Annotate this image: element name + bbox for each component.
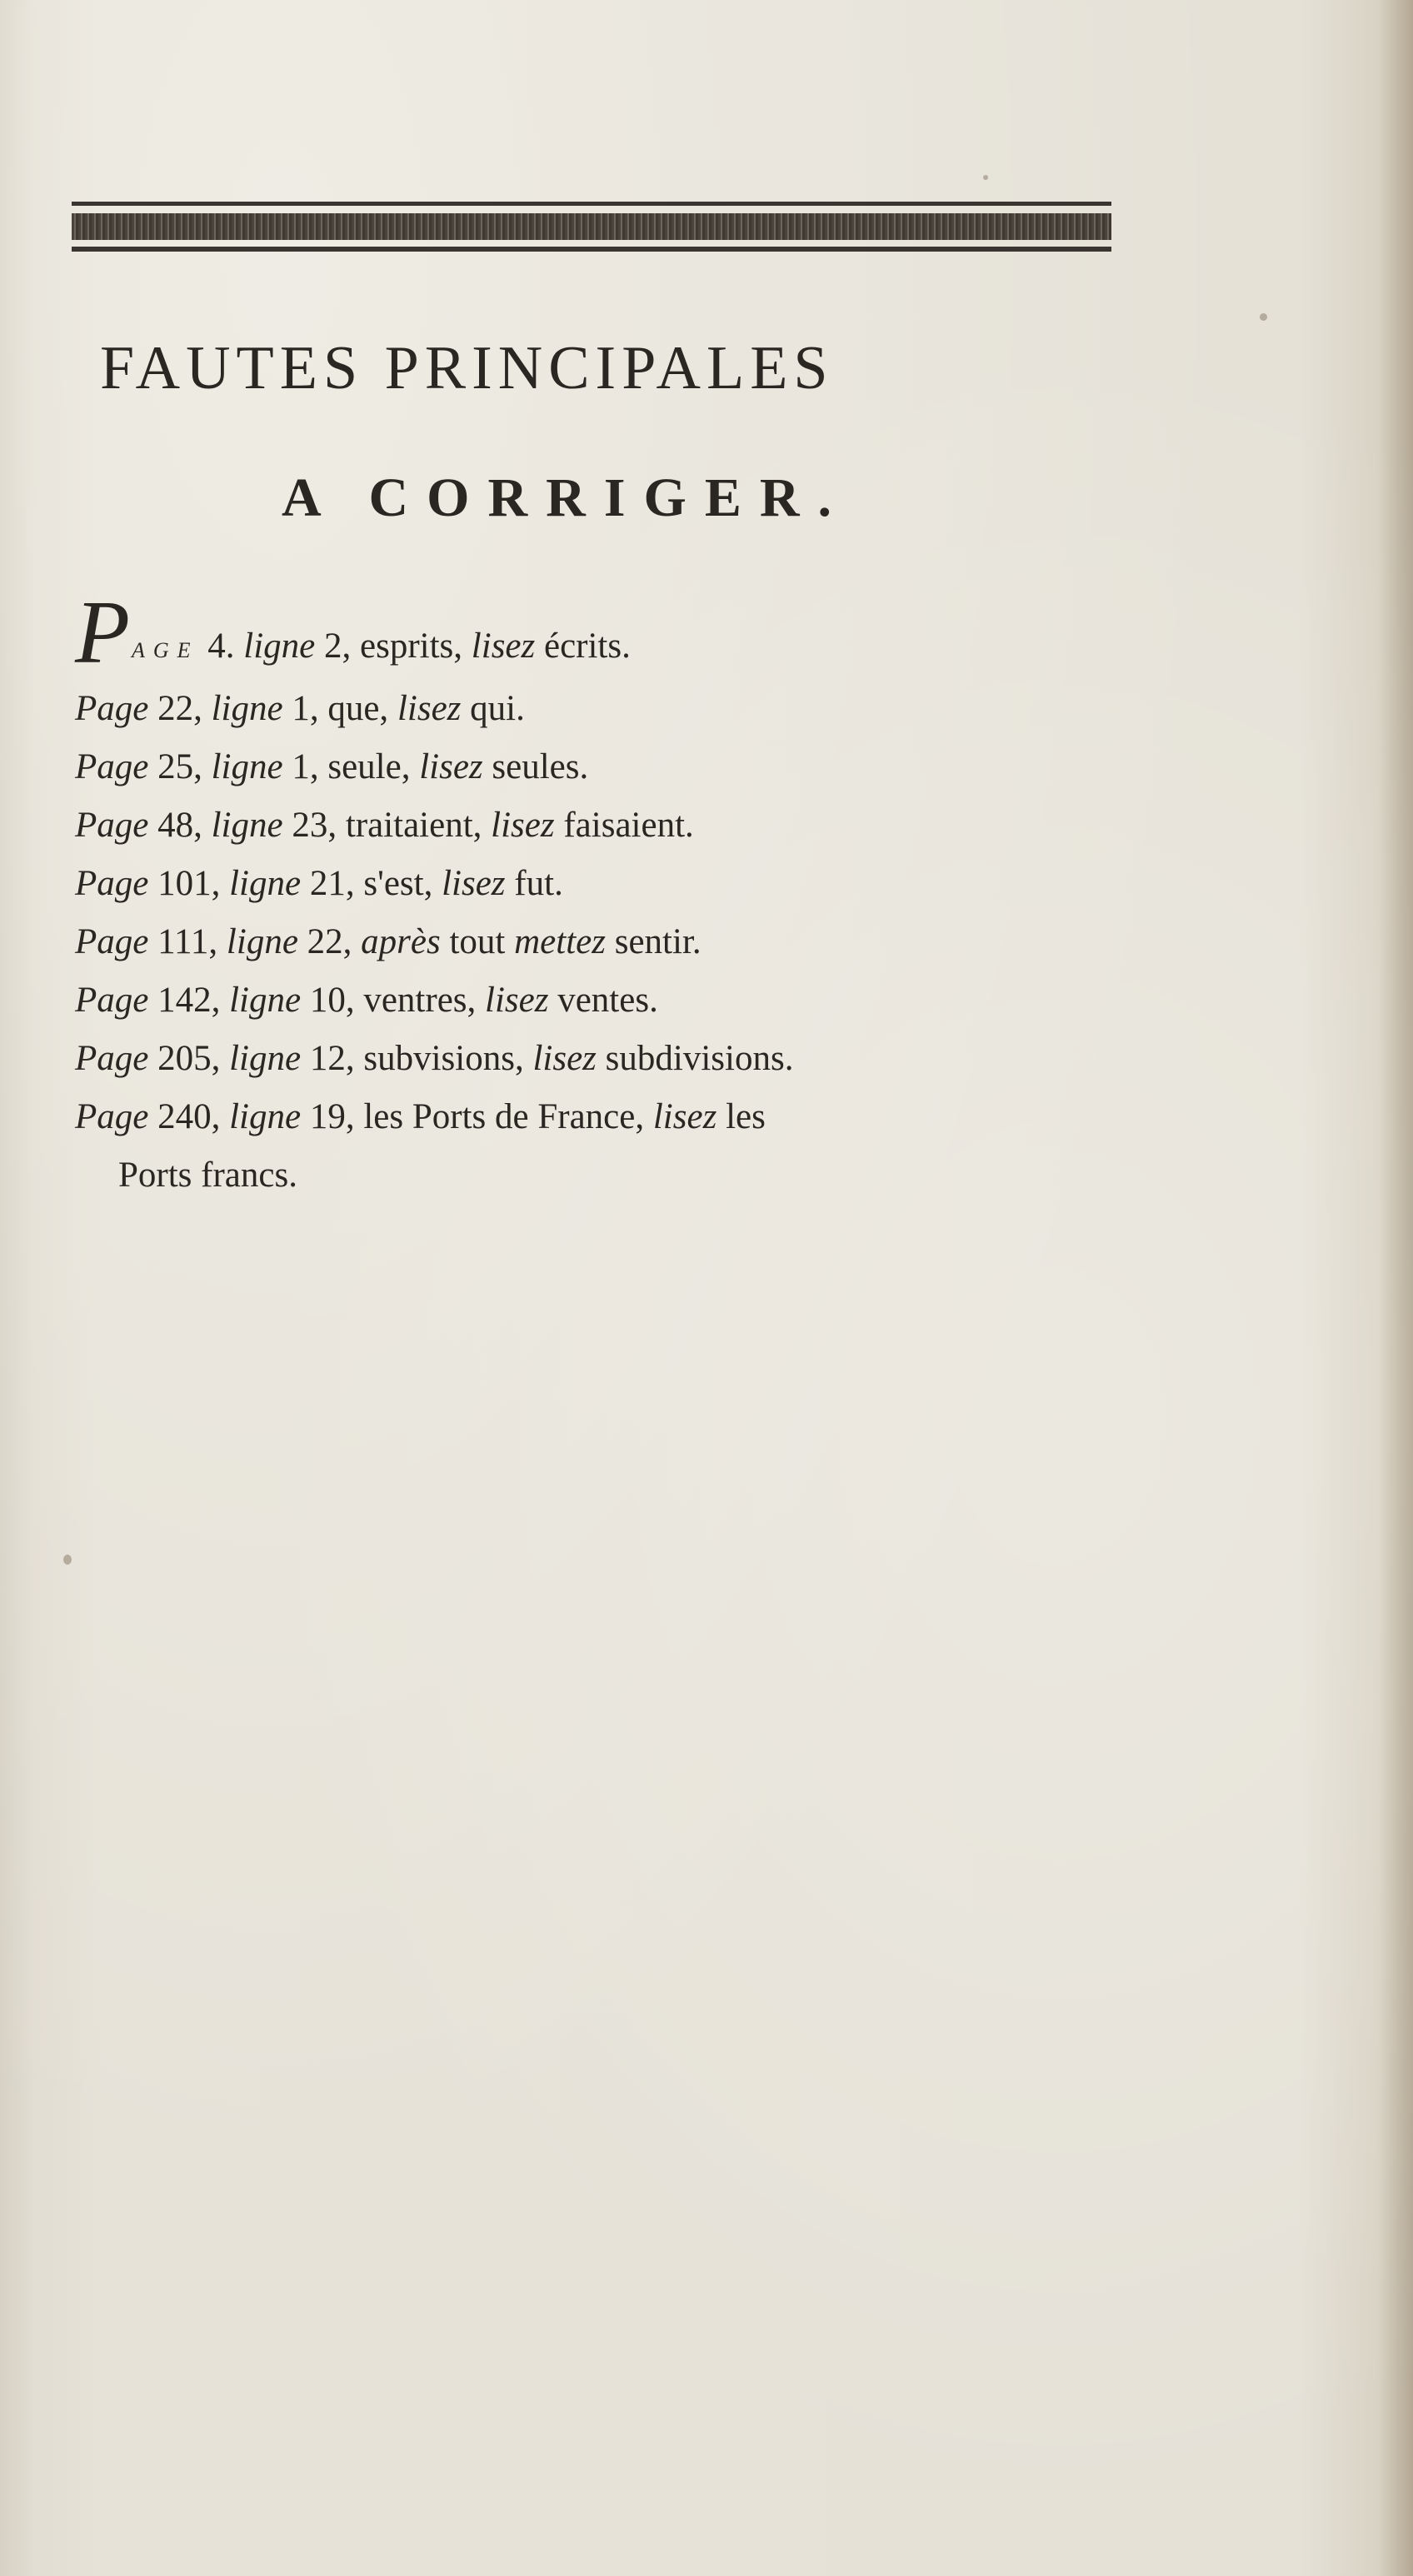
- entry-correct: fut.: [514, 864, 563, 903]
- entry-label: Page: [75, 981, 149, 1020]
- entry-lisez: lisez: [442, 864, 506, 903]
- entry-page: 205,: [157, 1039, 221, 1078]
- entry-ligne-label: ligne: [229, 1039, 302, 1078]
- entry-mettez: mettez: [514, 922, 606, 961]
- entry-correct: sentir.: [614, 922, 702, 961]
- entry-label: Page: [75, 922, 149, 961]
- rule-ornament-band: [72, 213, 1111, 240]
- entry-wrong: esprits,: [360, 627, 463, 666]
- entry-correct: écrits.: [544, 627, 631, 666]
- entry-label: AGE: [131, 638, 199, 662]
- entry-ligne-label: ligne: [229, 864, 302, 903]
- paper-speck: [63, 1555, 72, 1565]
- page-edge-shadow: [1380, 0, 1413, 2576]
- entry-correct: qui.: [470, 689, 525, 728]
- entry-ligne-label: ligne: [229, 981, 302, 1020]
- entry-lisez: lisez: [485, 981, 549, 1020]
- entry-correct: ventes.: [557, 981, 658, 1020]
- entry-wrong: les Ports de France,: [363, 1097, 645, 1136]
- entry-page: 101,: [157, 864, 221, 903]
- entry-correct: faisaient.: [563, 806, 694, 845]
- entry-ligne-label: ligne: [211, 806, 283, 845]
- entry-lisez: lisez: [532, 1039, 597, 1078]
- entry-label: Page: [75, 689, 149, 728]
- drop-cap: P: [75, 583, 130, 682]
- entry-line: 1,: [292, 689, 319, 728]
- page-title: FAUTES PRINCIPALES: [100, 334, 834, 402]
- entry-label: Page: [75, 1039, 149, 1078]
- entry-page: 111,: [157, 922, 218, 961]
- entry-ligne-label: ligne: [229, 1097, 302, 1136]
- entry-page: 22,: [157, 689, 202, 728]
- entry-ligne-label: ligne: [226, 922, 298, 961]
- errata-entry: [75, 913, 1175, 971]
- errata-entry: [75, 680, 1175, 738]
- entry-wrong: s'est,: [363, 864, 433, 903]
- errata-entry-continuation: [75, 1146, 1175, 1205]
- entry-continuation: Ports francs.: [118, 1156, 297, 1195]
- entry-line: 23,: [292, 806, 337, 845]
- entry-lisez: lisez: [397, 689, 462, 728]
- entry-line: 10,: [309, 981, 355, 1020]
- entry-page: 48,: [157, 806, 202, 845]
- entry-correct: subdivisions.: [605, 1039, 794, 1078]
- entry-label: Page: [75, 864, 149, 903]
- rule-line-top: [72, 202, 1111, 206]
- entry-ligne-label: ligne: [243, 627, 316, 666]
- errata-entry: [75, 1088, 1175, 1146]
- entry-wrong: seule,: [327, 747, 411, 786]
- errata-entry: [75, 971, 1175, 1030]
- entry-label: Page: [75, 1097, 149, 1136]
- ornamental-head-rule: [72, 202, 1111, 257]
- entry-lisez: lisez: [491, 806, 555, 845]
- entry-wrong: ventres,: [363, 981, 477, 1020]
- entry-label: Page: [75, 747, 149, 786]
- entry-page: 4.: [207, 627, 235, 666]
- entry-line: 1,: [292, 747, 319, 786]
- entry-wrong: subvisions,: [363, 1039, 524, 1078]
- entry-page: 142,: [157, 981, 221, 1020]
- entry-ligne-label: ligne: [211, 689, 283, 728]
- entry-line: 19,: [309, 1097, 355, 1136]
- entry-lisez: lisez: [419, 747, 483, 786]
- entry-line: 22,: [307, 922, 352, 961]
- entry-wrong: que,: [327, 689, 389, 728]
- entry-wrong: traitaient,: [345, 806, 482, 845]
- paper-speck: [1260, 313, 1267, 321]
- entry-apres: après: [361, 922, 441, 961]
- entry-page: 25,: [157, 747, 202, 786]
- entry-label: Page: [75, 806, 149, 845]
- entry-lisez: lisez: [652, 1097, 717, 1136]
- entry-line: 2,: [324, 627, 352, 666]
- entry-line: 12,: [309, 1039, 355, 1078]
- rule-line-bottom: [72, 247, 1111, 252]
- paper-speck: [983, 175, 988, 180]
- errata-entry: [75, 1030, 1175, 1088]
- errata-list: [75, 583, 1175, 1205]
- errata-entry: [75, 855, 1175, 913]
- entry-ligne-label: ligne: [211, 747, 283, 786]
- entry-line: 21,: [309, 864, 355, 903]
- errata-entry: [75, 738, 1175, 796]
- entry-tout: tout: [449, 922, 506, 961]
- entry-lisez: lisez: [471, 627, 536, 666]
- entry-correct: seules.: [492, 747, 589, 786]
- page-subtitle: A CORRIGER.: [282, 467, 851, 528]
- entry-page: 240,: [157, 1097, 221, 1136]
- entry-correct: les: [726, 1097, 766, 1136]
- errata-entry: [75, 583, 1175, 682]
- errata-entry: [75, 796, 1175, 855]
